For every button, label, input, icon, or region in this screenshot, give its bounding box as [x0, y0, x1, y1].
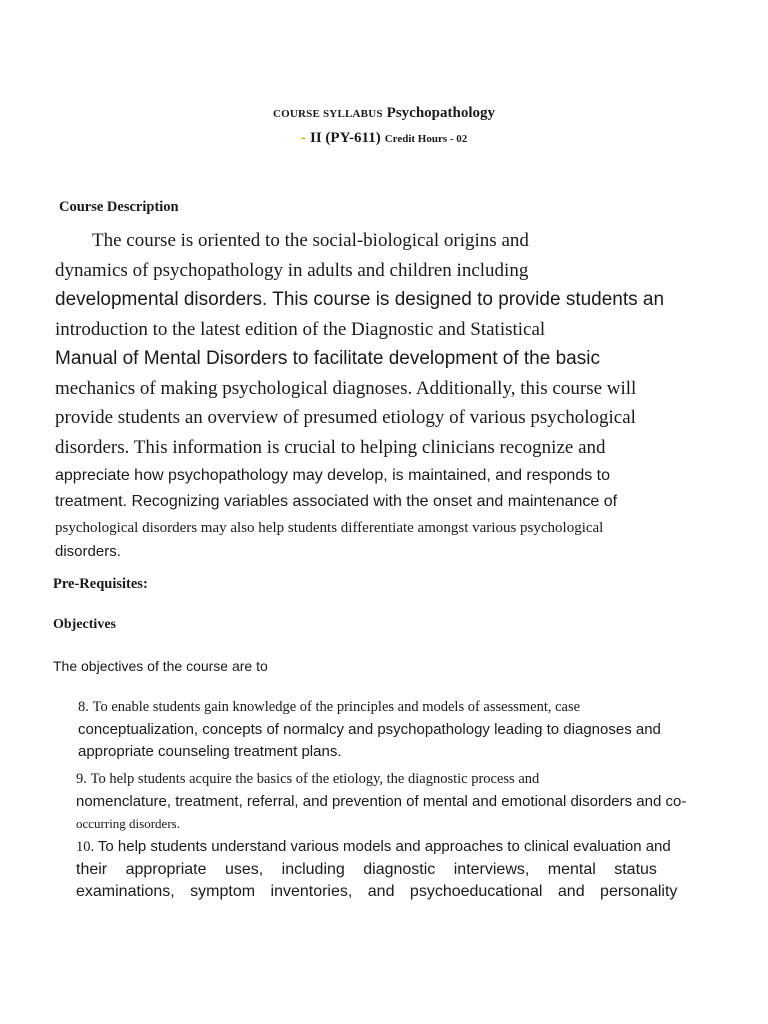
desc-line: appreciate how psychopathology may develop, is maintained, and responds to — [55, 467, 611, 484]
desc-line: provide students an overview of presumed etiology of various psychological — [55, 407, 636, 428]
objective-line: examinations, symptom inventories, and psychoeducational and personality — [76, 883, 678, 900]
objectives-heading: Objectives — [53, 617, 116, 632]
objective-line: 10. To help students understand various models and approaches to clinical evaluation and — [76, 838, 671, 855]
course-code: II (PY-611) — [310, 130, 381, 146]
desc-line: disorders. This information is crucial to helping clinicians recognize and — [55, 436, 606, 458]
objective-item — [76, 769, 736, 836]
objective-number: 10. — [76, 839, 95, 855]
desc-line: introduction to the latest edition of the Diagnostic and Statistical — [55, 318, 546, 340]
objective-line: nomenclature, treatment, referral, and prevention of mental and emotional disorders and co- — [76, 792, 687, 810]
desc-line: mechanics of making psychological diagnoses. Additionally, this course will — [55, 377, 637, 399]
title-prefix: COURSE SYLLABUS — [272, 108, 383, 120]
desc-line: The course is oriented to the social-biological origins and — [92, 230, 529, 251]
objective-line: 8. To enable students gain knowledge of the principles and models of assessment, case — [78, 699, 581, 715]
objective-line: conceptualization, concepts of normalcy and psychopathology leading to diagnoses and — [78, 720, 661, 738]
objective-item — [78, 697, 738, 764]
objectives-intro: The objectives of the course are to — [53, 658, 268, 674]
objective-number: 9. — [76, 771, 87, 787]
syllabus-subtitle — [0, 129, 768, 147]
objective-line: 9. To help students acquire the basics of the etiology, the diagnostic process and — [76, 771, 540, 787]
course-name: Psychopathology — [386, 105, 496, 121]
objective-item — [76, 836, 736, 904]
course-description-paragraph — [55, 226, 725, 563]
syllabus-title — [0, 104, 768, 122]
title-dash: - — [300, 129, 306, 146]
desc-line: disorders. — [55, 543, 121, 560]
objective-number: 8. — [78, 699, 89, 715]
course-description-heading: Course Description — [59, 199, 179, 215]
desc-line: treatment. Recognizing variables associated with the onset and maintenance of — [55, 493, 618, 510]
desc-line: Manual of Mental Disorders to facilitate development of the basic — [55, 348, 600, 369]
pre-requisites-heading: Pre-Requisites: — [53, 576, 148, 592]
desc-line: dynamics of psychopathology in adults and children including — [55, 259, 529, 281]
objective-line: occurring disorders. — [76, 816, 180, 831]
objective-line: appropriate counseling treatment plans. — [78, 743, 342, 760]
desc-line: psychological disorders may also help students differentiate amongst various psychological — [55, 520, 604, 536]
objective-line: their appropriate uses, including diagnostic interviews, mental status — [76, 860, 657, 878]
credit-hours: Credit Hours - 02 — [384, 133, 468, 145]
desc-line: developmental disorders. This course is designed to provide students an — [55, 289, 665, 310]
